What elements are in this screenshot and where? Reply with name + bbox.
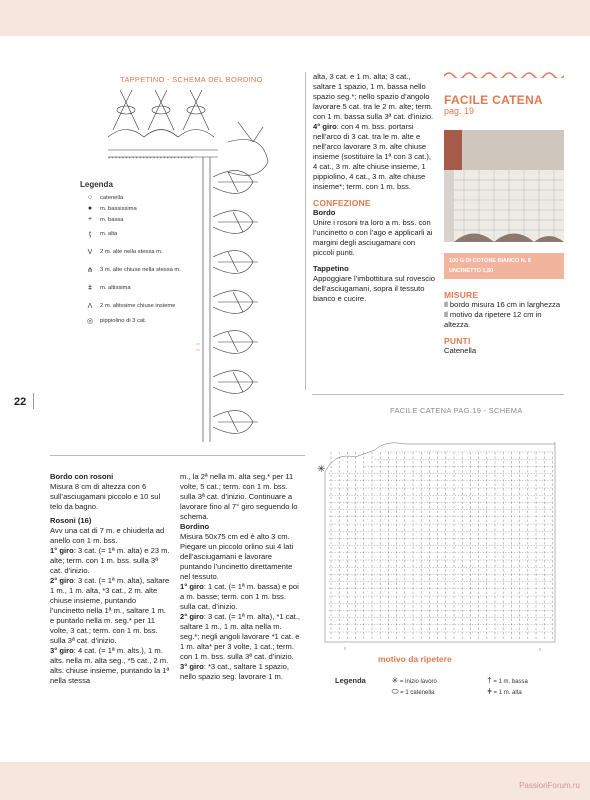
- legend-row: [80, 192, 200, 203]
- motivo-label: motivo da ripetere: [378, 654, 452, 664]
- facile-catena-chart: [315, 432, 565, 652]
- misure-title: MISURE: [444, 290, 479, 300]
- para-text: alta, 3 cat. e 1 m. alta; 3 cat., saltare 1 spazio, 1 m. bassa nello spazio seg.*; nello spazio d’angolo lavorare 5 cat. tra le 2 m. alte; term. con 1 m. bassa sulla 3ª cat. d’inizio.: [313, 72, 434, 121]
- tall-stitch-icon: ǂ: [487, 687, 492, 696]
- tappetino-title: Tappetino: [313, 264, 349, 273]
- legend-label: pippiolino di 3 cat.: [100, 317, 147, 324]
- bordo-title: Bordo: [313, 208, 336, 217]
- legend-label: 2 m. altissime chiuse insieme: [100, 303, 176, 309]
- para-bold: 3° giro: [50, 646, 74, 655]
- legend-label: m. altissima: [100, 285, 131, 291]
- dot-icon: ●: [87, 205, 93, 212]
- mid-top-column: [313, 72, 435, 304]
- para-bold: Bordino: [180, 522, 210, 531]
- para-bold: 2° giro: [50, 576, 74, 585]
- para-text: Misura 8 cm di altezza con 6 sull’asciugamani piccolo e 10 sul telo da bagno.: [50, 482, 161, 511]
- legend-label: 2 m. alte nella stessa m.: [100, 249, 163, 255]
- legend-row: [80, 225, 200, 243]
- para-text: : 4 cat. (= 1ª m. alts.), 1 m. alts. nella m. alta seg., *5 cat., 2 m. alts. chiuse insieme, puntando la 1ª nella stessa: [50, 646, 170, 685]
- legend-label: m. bassissima: [100, 205, 137, 212]
- legend-label: = inizio lavoro: [400, 679, 437, 685]
- tag: UNCINETTO 1,50: [449, 268, 494, 274]
- para-bold: Bordo con rosoni: [50, 472, 114, 481]
- tall-stitch-icon: ƫ: [89, 230, 91, 238]
- cluster-icon: ⋔: [87, 267, 93, 274]
- tappetino-text: Appoggiare l’imbottitura sul rovescio dell’asciugamani, sopra il tessuto bianco e cucire.: [313, 274, 435, 303]
- bottom-band: [0, 762, 590, 800]
- tall-tall-icon: ǂ: [87, 284, 93, 292]
- legend-label: catenella: [100, 194, 124, 201]
- facile-legend: [335, 676, 565, 698]
- cross-icon: +: [87, 216, 93, 223]
- source-watermark: PassionForum.ru: [519, 781, 580, 790]
- schema-facile-title: FACILE CATENA PAG.19 - SCHEMA: [390, 406, 523, 415]
- para-text: Avv una cat di 7 m. e chiuderla ad anello con 1 m. bss.: [50, 526, 165, 545]
- vertical-separator: [305, 72, 306, 390]
- bordo-text: Unire i rosoni tra loro a m. bss. con l’uncinetto o con l’ago e applicarli ai margini degli asciugamani con piccoli punti.: [313, 218, 433, 257]
- para: [313, 72, 435, 122]
- top-band: [0, 0, 590, 36]
- legend-label: m. alta: [100, 231, 118, 237]
- left-bottom-column: [50, 472, 172, 686]
- para-bold: 1° giro: [50, 546, 74, 555]
- bordo-legend: [80, 180, 200, 326]
- svg-text:+ + + + + + + + + + + + + + +: + + + + + + + + + + + + + + + + + + + + + + + + +: [108, 155, 194, 160]
- facile-page-ref: pag. 19: [444, 106, 475, 116]
- page-bar: [33, 393, 34, 409]
- para-text: : 3 cat. (= 1ª m. alta) e 23 m. alte; term. con 1 m. bss. sulla 3ª cat. d’inizio.: [50, 546, 170, 575]
- facile-info: [444, 290, 566, 356]
- legend-title: Legenda: [335, 676, 366, 685]
- v-stitch-icon: V: [87, 248, 93, 256]
- legend-row: [80, 279, 200, 297]
- para-bold: 3° giro: [180, 662, 204, 671]
- materials-tags: [444, 253, 564, 279]
- horizontal-separator: [50, 455, 305, 456]
- legend-label: 3 m. alte chiuse nella stessa m.: [100, 267, 181, 273]
- cluster2-icon: Ʌ: [87, 302, 93, 310]
- legend-label: = 1 m. alta: [493, 690, 522, 696]
- punti-title: PUNTI: [444, 336, 471, 346]
- legend-row: [80, 214, 200, 225]
- para-bold: Rosoni (16): [50, 516, 92, 525]
- horizontal-separator: [312, 394, 564, 395]
- legend-label: = 1 catenella: [400, 690, 435, 696]
- tag: 100 G DI COTONE BIANCO N. 8: [449, 258, 531, 264]
- para-text: m., la 2ª nella m. alta seg.* per 11 volte, 5 cat.; term. con 1 m. bss. sulla 3ª cat. d’inizio. Continuare a lavorare fino al 7° giro seguendo lo schema.: [180, 472, 298, 521]
- para-text: : 3 cat. (= 1ª m. alta), saltare 1 m., 1 m. alta, *3 cat., 2 m. alte chiuse insieme, puntando l’uncinetto nella 1ª m., saltare 1 m. e puntarlo nella m. seg.* per 11 volte, 3 cat.; term. con 1 m. bss. sulla 3ª cat. d’inizio.: [50, 576, 170, 645]
- picot-icon: ◎: [86, 317, 94, 325]
- star-icon: ✳: [391, 676, 399, 685]
- para-text: : 1 cat. (= 1ª m. bassa) e poi a m. basse; term. con 1 m. bss. sulla cat. d’inizio.: [180, 582, 299, 611]
- wave-logo: [444, 68, 564, 78]
- legend-row: [80, 297, 200, 315]
- para-text: : con 4 m. bss. portarsi nell’arco di 3 cat. tra le m. alte e nell’arco lavorare 3 m. alte chiuse insieme (sostituire la 1ª con 3 cat.), 4 cat., 3 m. alte chiuse insieme, 1 pippiolino, 4 cat., 3 m. alte chiuse insieme*; term. con 1 m. bss.: [313, 122, 432, 191]
- cross-tall-icon: †: [487, 676, 492, 685]
- para-text: Misura 50x75 cm ed è alto 3 cm. Piegare un piccolo orlino sui 4 lati dell’asciugamani e lavorare puntando l’uncinetto direttamente nel tessuto.: [180, 532, 294, 581]
- legend-row: [80, 261, 200, 279]
- legend-label: = 1 m. bassa: [493, 679, 528, 685]
- mid-bottom-column: [180, 472, 302, 682]
- misure-text: Il bordo misura 16 cm in larghezza Il motivo da ripetere 12 cm in altezza.: [444, 300, 561, 329]
- para-text: : 3 cat. (= 1ª m. alta), *1 cat., saltare 1 m., 1 m. alta nella m. seg.*; negli angoli lavorare *1 cat. e 1 m. alta* per 3 volte, 1 cat.; term. con 1 m. bss. sulla 3ª cat. d’inizio.: [180, 612, 301, 661]
- punti-text: Catenella: [444, 346, 477, 355]
- schema-bordo-title: TAPPETINO - SCHEMA DEL BORDINO: [120, 75, 263, 84]
- page-number: 22: [14, 396, 27, 408]
- legend-label: m. bassa: [100, 216, 124, 223]
- oval-icon: ⬭: [391, 687, 399, 696]
- star-icon: ✳: [317, 464, 326, 475]
- legend-row: [80, 203, 200, 214]
- para-text: : *3 cat., saltare 1 spazio, nello spazio seg. lavorare 1 m.: [180, 662, 289, 681]
- confezione-title: CONFEZIONE: [313, 198, 371, 208]
- small-circle-icon: ○: [87, 194, 93, 201]
- facile-title: FACILE CATENA: [444, 93, 544, 107]
- para: [313, 122, 435, 192]
- para-bold: 4° giro: [313, 122, 337, 131]
- legend-title: Legenda: [80, 180, 113, 189]
- legend-row: [80, 315, 200, 326]
- legend-row: [80, 243, 200, 261]
- lace-photo: [444, 130, 564, 242]
- para-bold: 2° giro: [180, 612, 204, 621]
- para-bold: 1° giro: [180, 582, 204, 591]
